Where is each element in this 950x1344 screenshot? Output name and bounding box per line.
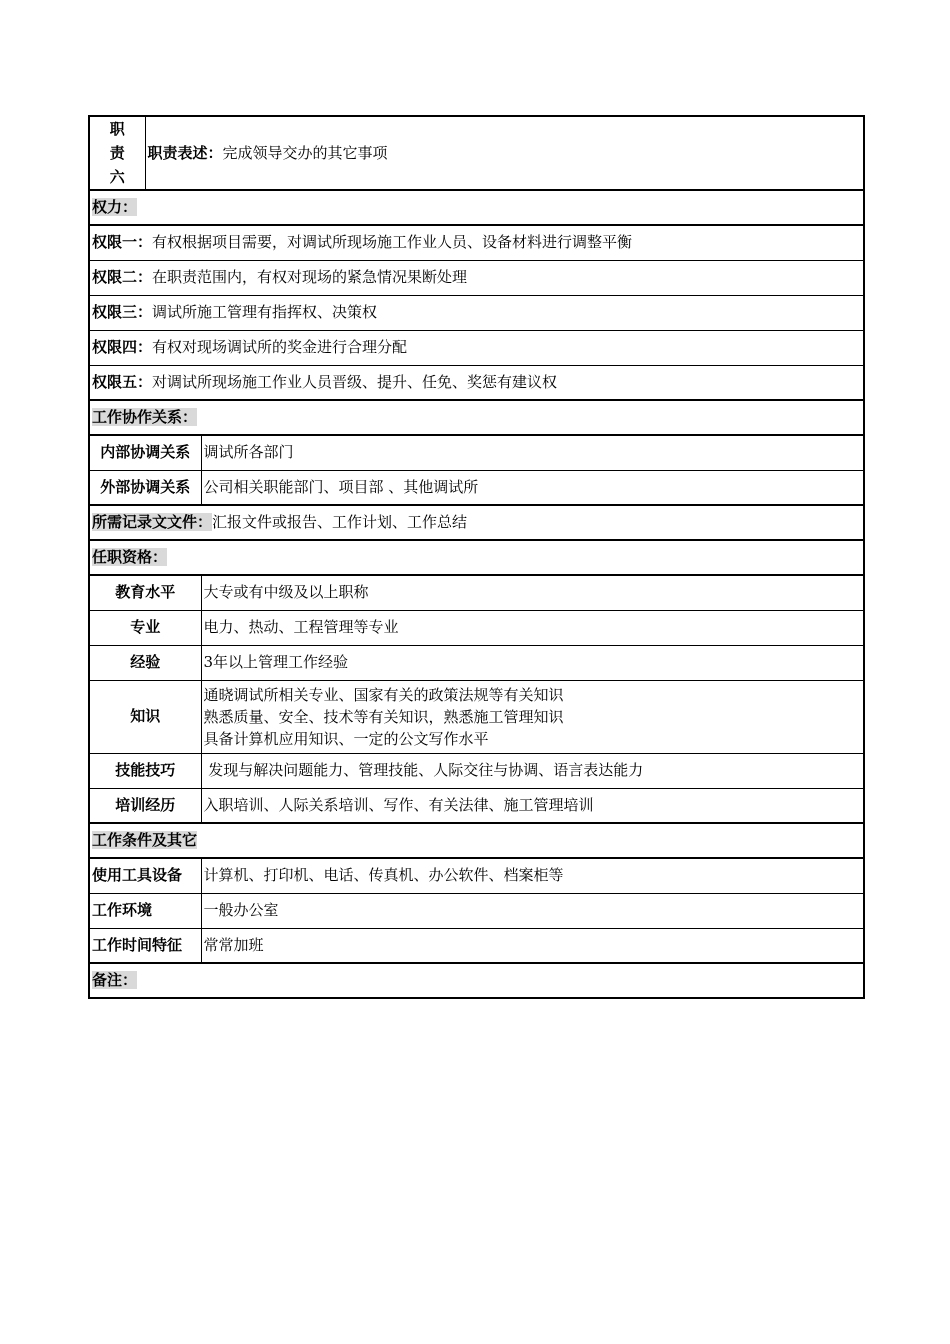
cooperation-row (89, 435, 864, 470)
tools-value: 计算机、打印机、电话、传真机、办公软件、档案柜等 (201, 858, 864, 893)
job-description-sheet (88, 115, 863, 999)
authority-section-header (89, 190, 864, 225)
internal-coordination-value: 调试所各部门 (201, 435, 864, 470)
qualification-section-header (89, 540, 864, 575)
duty-six-label-char-2: 责 (109, 144, 125, 162)
authority-3-label: 权限三： (92, 303, 153, 321)
authority-row (89, 330, 864, 365)
conditions-section-row (89, 823, 864, 858)
authority-section-row (89, 190, 864, 225)
tools-label: 使用工具设备 (89, 858, 201, 893)
authority-section-title: 权力： (92, 198, 138, 216)
training-value: 入职培训、人际关系培训、写作、有关法律、施工管理培训 (201, 788, 864, 823)
cooperation-section-header (89, 400, 864, 435)
qualification-row (89, 575, 864, 610)
experience-label: 经验 (89, 645, 201, 680)
knowledge-line-2: 熟悉质量、安全、技术等有关知识，熟悉施工管理知识 (203, 707, 564, 726)
skills-label: 技能技巧 (89, 753, 201, 788)
environment-value: 一般办公室 (201, 893, 864, 928)
authority-row (89, 295, 864, 330)
education-value: 大专或有中级及以上职称 (201, 575, 864, 610)
authority-row (89, 225, 864, 260)
duty-six-description (145, 116, 864, 190)
authority-row (89, 260, 864, 295)
remarks-row (89, 963, 864, 998)
qualification-row (89, 788, 864, 823)
conditions-row (89, 893, 864, 928)
environment-label: 工作环境 (89, 893, 201, 928)
knowledge-value (201, 680, 864, 753)
duty-desc-label: 职责表述： (147, 143, 223, 162)
experience-value: 3年以上管理工作经验 (201, 645, 864, 680)
duty-six-row (89, 116, 864, 190)
duty-six-label (89, 116, 145, 190)
authority-2-label: 权限二： (92, 268, 153, 286)
authority-4-text: 有权对现场调试所的奖金进行合理分配 (152, 338, 408, 356)
authority-1-label: 权限一： (92, 233, 153, 252)
internal-coordination-label: 内部协调关系 (89, 435, 201, 470)
training-label: 培训经历 (89, 788, 201, 823)
job-description-table (88, 115, 865, 999)
authority-5-label: 权限五： (92, 372, 153, 391)
qualification-section-row (89, 540, 864, 575)
remarks-cell (89, 963, 864, 998)
conditions-row (89, 858, 864, 893)
skills-value: 发现与解决问题能力、管理技能、人际交往与协调、语言表达能力 (201, 753, 864, 788)
records-value: 汇报文件或报告、工作计划、工作总结 (212, 513, 468, 531)
cooperation-section-title: 工作协作关系： (92, 408, 198, 426)
qualification-section-title: 任职资格： (92, 548, 168, 566)
authority-row (89, 365, 864, 400)
external-coordination-value: 公司相关职能部门、项目部 、其他调试所 (201, 470, 864, 505)
qualification-row (89, 610, 864, 645)
authority-1-text: 有权根据项目需要，对调试所现场施工作业人员、设备材料进行调整平衡 (152, 233, 633, 252)
authority-5-text: 对调试所现场施工作业人员晋级、提升、任免、奖惩有建议权 (152, 372, 558, 391)
authority-2-text: 在职责范围内，有权对现场的紧急情况果断处理 (152, 268, 468, 286)
knowledge-line-1: 通晓调试所相关专业、国家有关的政策法规等有关知识 (203, 685, 564, 704)
cooperation-section-row (89, 400, 864, 435)
records-row (89, 505, 864, 540)
knowledge-label: 知识 (89, 680, 201, 753)
duty-six-label-char-3: 六 (109, 168, 125, 186)
qualification-row (89, 753, 864, 788)
knowledge-line-3: 具备计算机应用知识、一定的公文写作水平 (203, 729, 489, 748)
external-coordination-label: 外部协调关系 (89, 470, 201, 505)
duty-desc-text: 完成领导交办的其它事项 (222, 143, 388, 162)
authority-4-label: 权限四： (92, 338, 153, 356)
authority-3-text: 调试所施工管理有指挥权、决策权 (152, 303, 378, 321)
conditions-row (89, 928, 864, 963)
qualification-row (89, 645, 864, 680)
remarks-label: 备注： (92, 971, 138, 989)
work-time-value: 常常加班 (201, 928, 864, 963)
conditions-section-title: 工作条件及其它 (92, 831, 198, 849)
major-value: 电力、热动、工程管理等专业 (201, 610, 864, 645)
qualification-row (89, 680, 864, 753)
duty-six-label-char-1: 职 (109, 120, 125, 138)
conditions-section-header (89, 823, 864, 858)
cooperation-row (89, 470, 864, 505)
records-label: 所需记录文文件： (92, 513, 213, 531)
major-label: 专业 (89, 610, 201, 645)
records-cell (89, 505, 864, 540)
education-label: 教育水平 (89, 575, 201, 610)
work-time-label: 工作时间特征 (89, 928, 201, 963)
